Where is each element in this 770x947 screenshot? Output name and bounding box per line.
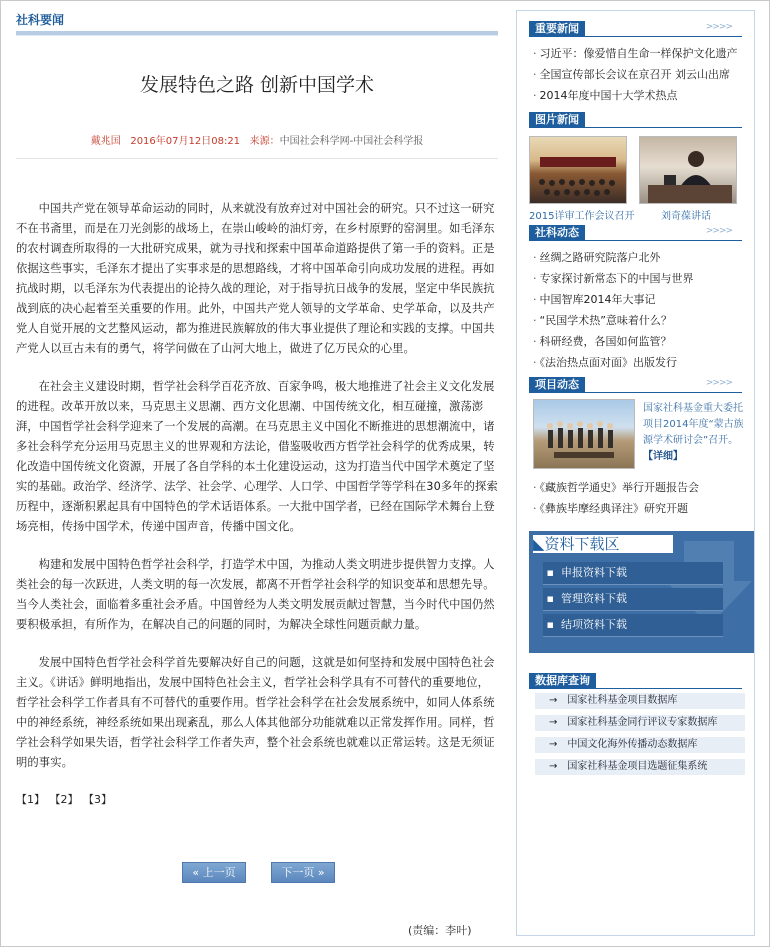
- main-content: [16, 10, 498, 807]
- bullet-icon: ▪: [543, 566, 561, 579]
- list-item[interactable]: · 《彝族毕摩经典译注》研究开题: [533, 502, 688, 515]
- double-left-arrow-icon: «: [192, 866, 200, 879]
- bullet-icon: ▪: [543, 618, 561, 631]
- database-link[interactable]: → 国家社科基金项目数据库: [535, 693, 745, 709]
- article-date: 2016年07月12日08:21: [130, 136, 241, 147]
- page-link-1[interactable]: 【1】: [16, 793, 45, 806]
- article-body: [16, 199, 498, 773]
- sidebar-box: [516, 10, 755, 936]
- article-source[interactable]: 中国社会科学网-中国社会科学报: [279, 136, 424, 147]
- photo-news-header: 图片新闻: [523, 112, 748, 128]
- arrow-right-icon: →: [549, 761, 558, 772]
- list-item[interactable]: · 丝绸之路研究院落户北外: [533, 251, 661, 264]
- next-page-button[interactable]: 下一页 »: [271, 862, 335, 883]
- meta-divider: [16, 158, 498, 159]
- arrow-right-icon: →: [549, 739, 558, 750]
- database-header: 数据库查询: [523, 673, 748, 689]
- pagination: [16, 791, 498, 807]
- detail-link[interactable]: 【详细】: [643, 451, 683, 462]
- sidebar: [516, 10, 755, 936]
- prev-page-button[interactable]: « 上一页: [182, 862, 246, 883]
- photo-caption[interactable]: 刘奇葆讲话: [661, 211, 711, 222]
- photo-meeting[interactable]: [529, 136, 627, 204]
- download-area-title: ◣资料下载区: [533, 535, 673, 553]
- news-header: 重要新闻 >>>>: [523, 21, 748, 37]
- page-link-3[interactable]: 【3】: [88, 793, 112, 806]
- list-item[interactable]: · 《藏族哲学通史》举行开题报告会: [533, 481, 699, 494]
- photo-caption[interactable]: 2015详审工作会议召开: [529, 211, 635, 222]
- download-link[interactable]: ▪ 申报资料下载: [543, 562, 723, 585]
- article-author: 戴兆国: [90, 136, 121, 147]
- list-item[interactable]: · 习近平：像爱惜自生命一样保护文化遗产: [533, 47, 738, 60]
- more-arrows-icon[interactable]: >>>>: [705, 378, 732, 388]
- list-item[interactable]: · 全国宣传部长会议在京召开 刘云山出席: [533, 68, 730, 81]
- article-paragraph: 在社会主义建设时期，哲学社会科学百花齐放、百家争鸣，极大地推进了社会主义文化发展的进程。改革开放以来，马克思主义思潮、西方文化思潮、中国传统文化，相互碰撞，激荡澎湃，中国哲学社会科学迎来了一个发展的高潮。在马克思主义中国化不断推进的思想潮流中，诸多社会科学充分运用马克思主义的世界观和方法论，借鉴吸收西方哲学社会科学的优秀成果，转化改造中国传统文化资源，开展了各自学科的本土化建设运动，这为打造当代中国学术奠定了坚实的基础。政治学、经济学、法学、社会学、心理学、人口学、中国哲学等学科在30多年的探索历程中，逐渐积累起具有中国特色的学术话语体系。一大批中国学者，已经在国际学术舞台上登场亮相，传扬中国学术，传递中国声音，传播中国文化。: [16, 380, 498, 533]
- corner-icon: ◣: [533, 535, 545, 553]
- more-arrows-icon[interactable]: >>>>: [705, 22, 732, 32]
- section-title: 社科要闻: [16, 13, 65, 27]
- dynamics-header: 社科动态 >>>>: [523, 225, 748, 241]
- database-link[interactable]: → 国家社科基金同行评议专家数据库: [535, 715, 745, 731]
- projects-header: 项目动态 >>>>: [523, 377, 748, 393]
- photo-speaker[interactable]: [639, 136, 737, 204]
- arrow-right-icon: →: [549, 695, 558, 706]
- article-title: 发展特色之路 创新中国学术: [139, 74, 375, 96]
- more-arrows-icon[interactable]: >>>>: [705, 226, 732, 236]
- arrow-right-icon: →: [549, 717, 558, 728]
- download-link[interactable]: ▪ 管理资料下载: [543, 588, 723, 611]
- dynamics-list: [533, 247, 748, 373]
- download-area: [529, 531, 754, 653]
- article-paragraph: 发展中国特色哲学社会科学首先要解决好自己的问题，这就是如何坚持和发展中国特色社会主义。《讲话》鲜明地指出，发展中国特色社会主义，哲学社会科学具有不可替代的重要地位，哲学社会科学工作者具有不可替代的重要作用。哲学社会科学在社会发展系统中，如同人体系统中的神经系统，神经系统如果出现紊乱，那么人体其他部分功能就难以正常发挥作用。同样，哲学社会科学如果失语，哲学社会科学工作者失声，整个社会系统也就难以正常运转。这是无须证明的事实。: [16, 656, 495, 769]
- news-list: [533, 43, 748, 106]
- project-feature-text[interactable]: 国家社科基金重大委托项目2014年度“蒙古族源学术研讨会”召开。【详细】: [643, 403, 744, 462]
- article-paragraph: 构建和发展中国特色哲学社会科学，打造学术中国，为推动人类文明进步提供智力支撑。人类社会的每一次跃进，人类文明的每一次发展，都离不开哲学社会科学的知识变革和思想先导。当今人类社会，面临着多重社会矛盾。中国曾经为人类文明发展贡献过智慧，当今时代中国仍然要积极承担，有所作为，在解决自己的问题的同时，为解决全球性问题贡献力量。: [16, 558, 495, 631]
- article-paragraph: 中国共产党在领导革命运动的同时，从来就没有放弃过对中国社会的研究。只不过这一研究不在书斋里，而是在刀光剑影的战场上，在崇山峻岭的油灯旁，在乡村原野的窑洞里。如毛泽东的农村调查所取得的一大批研究成果，就为寻找和探索中国革命道路提供了第一手的资料。正是依据这些事实，毛泽东才提出了实事求是的思想路线，才将中国革命引向成功发展的进程。再如抗战时期，以毛泽东为代表提出的论持久战的理论，对于指导抗日战争的发展，坚定中华民族抗战到底的决心起着至关重要的作用。此外，中国共产党人领导的文学革命、史学革命，以及共产党人自觉开展的文艺整风运动，都为推进民族解放的伟大事业提供了理论和实践的支撑。中国共产党人以亘古未有的勇气，将学问做在了山河大地上，做进了亿万民众的心里。: [16, 202, 495, 355]
- list-item[interactable]: · 专家探讨新常态下的中国与世界: [533, 272, 694, 285]
- database-link[interactable]: → 国家社科基金项目选题征集系统: [535, 759, 745, 775]
- list-item[interactable]: · 科研经费，各国如何监管？: [533, 335, 672, 348]
- editor-credit: (责编：李叶): [408, 924, 472, 937]
- list-item[interactable]: · 中国智库2014年大事记: [533, 293, 656, 306]
- double-right-arrow-icon: »: [317, 866, 325, 879]
- list-item[interactable]: · 2014年度中国十大学术热点: [533, 89, 678, 102]
- database-link[interactable]: → 中国文化海外传播动态数据库: [535, 737, 745, 753]
- page-link-2[interactable]: 【2】: [55, 793, 79, 806]
- project-photo[interactable]: [533, 399, 635, 469]
- projects-list: [533, 477, 748, 519]
- bullet-icon: ▪: [543, 592, 561, 605]
- source-label: 来源：: [249, 136, 280, 147]
- article-meta: [16, 132, 498, 147]
- list-item[interactable]: · “民国学术热”意味着什么？: [533, 314, 672, 327]
- list-item[interactable]: · 《法治热点面对面》出版发行: [533, 356, 677, 369]
- download-link[interactable]: ▪ 结项资料下载: [543, 614, 723, 637]
